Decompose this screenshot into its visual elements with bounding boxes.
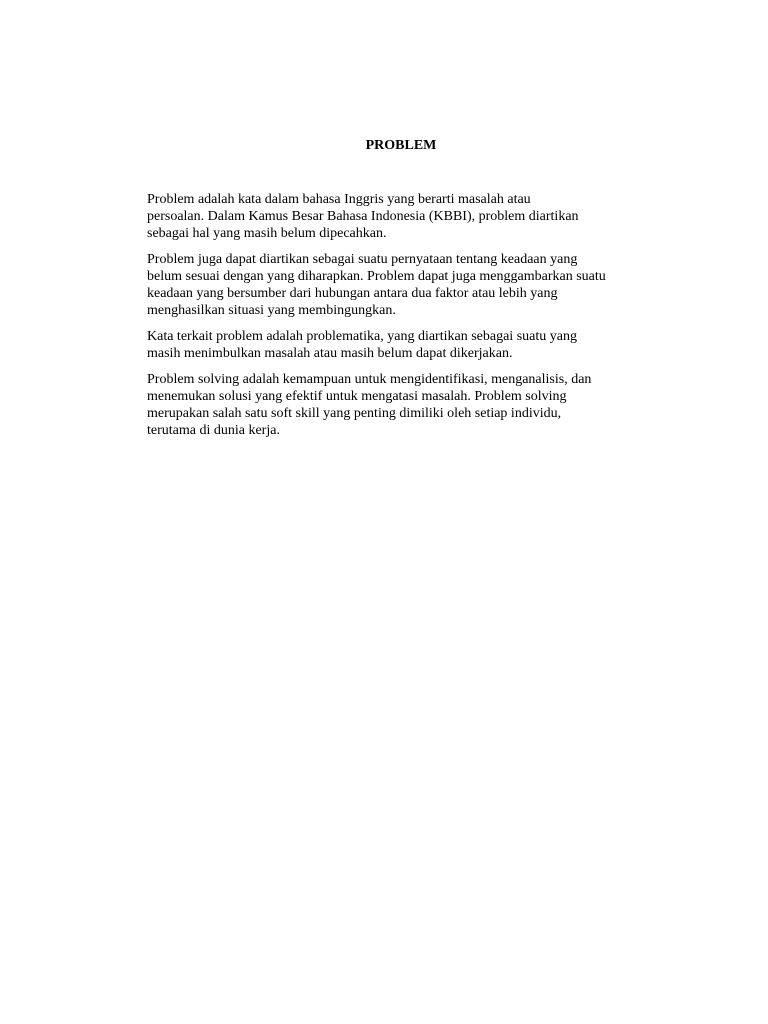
paragraph-line: Problem juga dapat diartikan sebagai suatu pernyataan tentang keadaan yang	[147, 252, 578, 267]
paragraph-line: Problem adalah kata dalam bahasa Inggris yang berarti masalah atau	[147, 192, 531, 207]
paragraph-line: belum sesuai dengan yang diharapkan. Problem dapat juga menggambarkan suatu	[147, 269, 606, 284]
paragraph-line: terutama di dunia kerja.	[147, 423, 280, 438]
paragraph-line: menghasilkan situasi yang membingungkan.	[147, 303, 396, 318]
paragraph-definition	[147, 191, 677, 242]
paragraph-line: keadaan yang bersumber dari hubungan antara dua faktor atau lebih yang	[147, 286, 558, 301]
paragraph-line: persoalan. Dalam Kamus Besar Bahasa Indonesia (KBBI), problem diartikan	[147, 209, 579, 224]
document-body	[147, 191, 677, 448]
paragraph-problematika	[147, 328, 677, 362]
paragraph-statement	[147, 251, 677, 319]
paragraph-line: sebagai hal yang masih belum dipecahkan.	[147, 226, 387, 241]
paragraph-line: menemukan solusi yang efektif untuk mengatasi masalah. Problem solving	[147, 389, 567, 404]
paragraph-line: merupakan salah satu soft skill yang penting dimiliki oleh setiap individu,	[147, 406, 562, 421]
paragraph-line: masih menimbulkan masalah atau masih belum dapat dikerjakan.	[147, 346, 513, 361]
paragraph-line: Kata terkait problem adalah problematika, yang diartikan sebagai suatu yang	[147, 329, 577, 344]
document-title: PROBLEM	[365, 138, 437, 153]
paragraph-problem-solving	[147, 371, 677, 439]
paragraph-line: Problem solving adalah kemampuan untuk mengidentifikasi, menganalisis, dan	[147, 372, 592, 387]
